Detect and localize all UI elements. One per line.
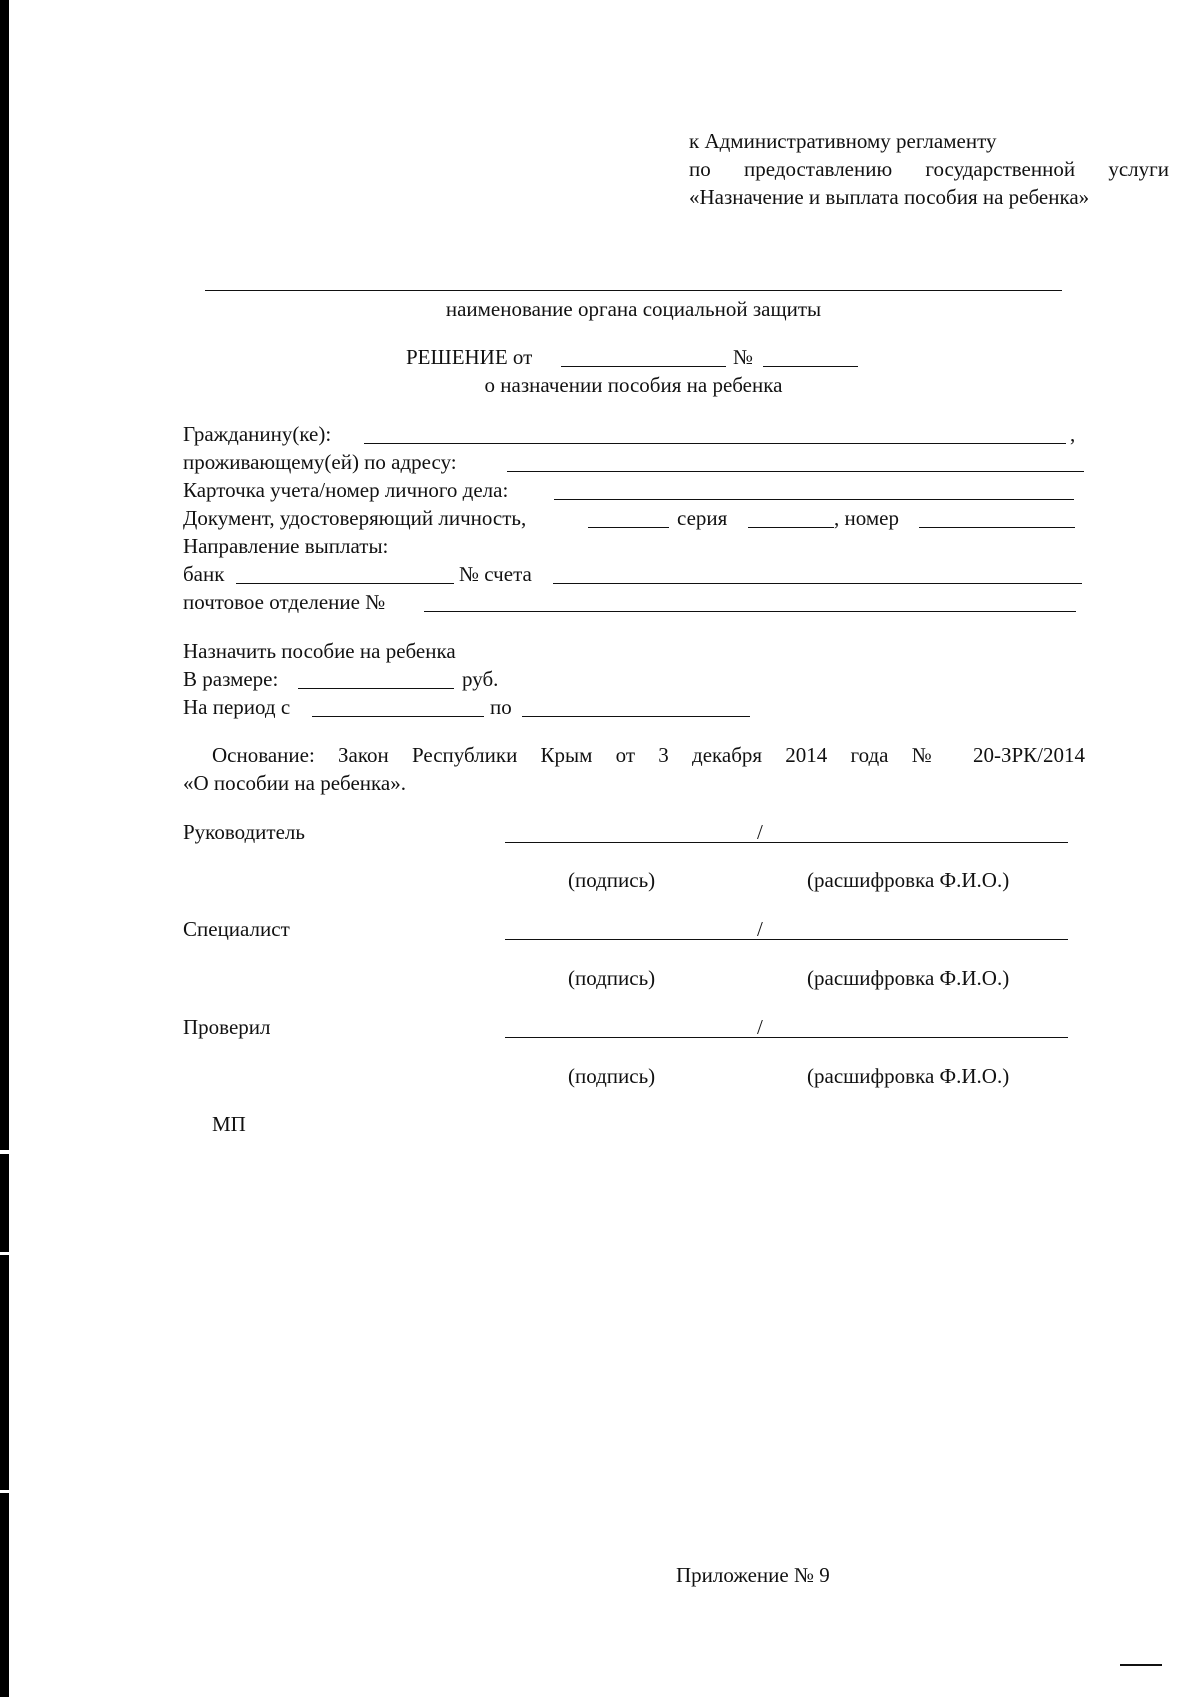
id-document-type-line bbox=[588, 527, 669, 528]
bank-line bbox=[236, 583, 454, 584]
basis-line-1: Основание: Закон Республики Крым от 3 декабря 2014 года № 20-ЗРК/2014 bbox=[212, 743, 1085, 767]
signature-role: Специалист bbox=[183, 917, 290, 941]
id-number-line bbox=[919, 527, 1075, 528]
signature-caption: (подпись) bbox=[568, 966, 656, 990]
organ-caption: наименование органа социальной защиты bbox=[445, 297, 822, 321]
id-number-label: , номер bbox=[834, 506, 899, 530]
period-to-line bbox=[522, 716, 750, 717]
id-document-label: Документ, удостоверяющий личность, bbox=[183, 506, 527, 530]
annex-label: Приложение № 9 bbox=[676, 1563, 830, 1587]
scan-border-gap bbox=[0, 1150, 9, 1154]
signature-role: Руководитель bbox=[183, 820, 305, 844]
post-office-line bbox=[424, 611, 1076, 612]
signature-slash: / bbox=[757, 1015, 763, 1039]
bank-label: банк bbox=[183, 562, 225, 586]
payment-direction-label: Направление выплаты: bbox=[183, 534, 389, 558]
signature-caption: (подпись) bbox=[568, 1064, 656, 1088]
name-caption: (расшифровка Ф.И.О.) bbox=[807, 1064, 1010, 1088]
period-to-label: по bbox=[490, 695, 512, 719]
signature-line bbox=[505, 939, 1068, 940]
citizen-label: Гражданину(ке): bbox=[183, 422, 332, 446]
account-label: № счета bbox=[459, 562, 532, 586]
card-line bbox=[554, 499, 1074, 500]
basis-line-2: «О пособии на ребенка». bbox=[183, 771, 406, 795]
id-series-line bbox=[748, 527, 834, 528]
decision-title: РЕШЕНИЕ от bbox=[406, 345, 533, 369]
assign-line: Назначить пособие на ребенка bbox=[183, 639, 456, 663]
scan-corner-mark bbox=[1120, 1664, 1162, 1666]
signature-role: Проверил bbox=[183, 1015, 271, 1039]
signature-line bbox=[505, 1037, 1068, 1038]
post-office-label: почтовое отделение № bbox=[183, 590, 386, 614]
regulation-header bbox=[689, 127, 1169, 211]
signature-caption: (подпись) bbox=[568, 868, 656, 892]
signature-line bbox=[505, 842, 1068, 843]
currency-label: руб. bbox=[462, 667, 499, 691]
period-from-label: На период с bbox=[183, 695, 291, 719]
header-line-2: по предоставлению государственной услуги bbox=[689, 157, 1169, 181]
signature-slash: / bbox=[757, 917, 763, 941]
period-from-line bbox=[312, 716, 484, 717]
header-line-3: «Назначение и выплата пособия на ребенка» bbox=[689, 185, 1090, 209]
signature-slash: / bbox=[757, 820, 763, 844]
account-line bbox=[553, 583, 1082, 584]
citizen-line-end: , bbox=[1070, 422, 1076, 446]
decision-date-line bbox=[561, 366, 726, 367]
name-caption: (расшифровка Ф.И.О.) bbox=[807, 868, 1010, 892]
address-label: проживающему(ей) по адресу: bbox=[183, 450, 457, 474]
scan-left-border bbox=[0, 0, 9, 1697]
scan-border-gap bbox=[0, 1490, 9, 1493]
amount-label: В размере: bbox=[183, 667, 279, 691]
card-label: Карточка учета/номер личного дела: bbox=[183, 478, 509, 502]
amount-line bbox=[298, 688, 454, 689]
address-line bbox=[507, 471, 1084, 472]
citizen-line bbox=[364, 443, 1066, 444]
decision-number-line bbox=[763, 366, 858, 367]
header-line-1: к Административному регламенту bbox=[689, 129, 997, 153]
organ-name-line bbox=[205, 290, 1062, 291]
name-caption: (расшифровка Ф.И.О.) bbox=[807, 966, 1010, 990]
scan-border-gap bbox=[0, 1252, 9, 1255]
seal-mark: МП bbox=[212, 1112, 246, 1136]
decision-number-sign: № bbox=[733, 345, 754, 369]
id-series-label: серия bbox=[677, 506, 728, 530]
decision-subtitle: о назначении пособия на ребенка bbox=[484, 373, 783, 397]
